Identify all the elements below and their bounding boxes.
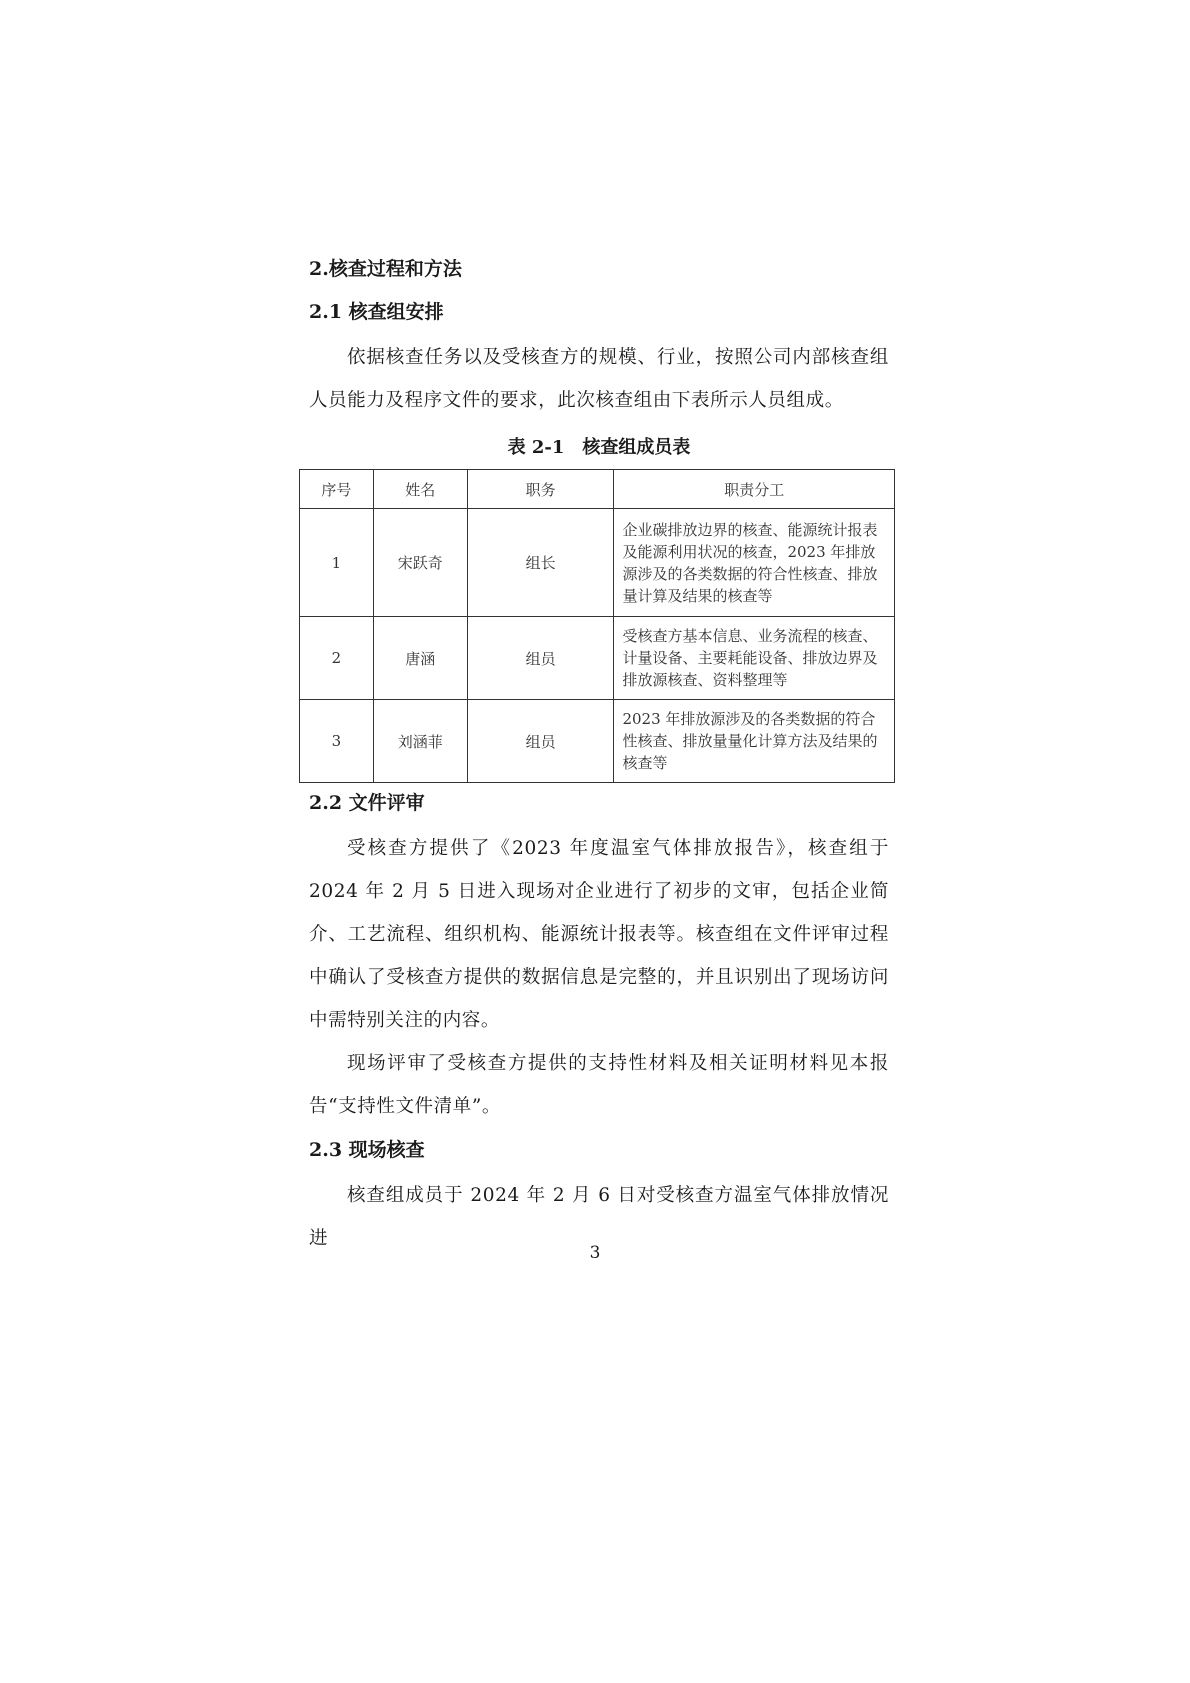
- cell-name: 宋跃奇: [373, 509, 467, 617]
- table-row: [300, 700, 895, 783]
- table-caption: 表 2-1 核查组成员表: [507, 437, 691, 458]
- header-role: 职务: [467, 470, 614, 509]
- section-2-1-paragraph: 依据核查任务以及受核查方的规模、行业，按照公司内部核查组人员能力及程序文件的要求，此次核查组由下表所示人员组成。: [309, 347, 889, 411]
- cell-no: 2: [300, 617, 374, 700]
- section-2-3-heading: 2.3 现场核查: [309, 1139, 425, 1161]
- header-name: 姓名: [373, 470, 467, 509]
- table-row: [300, 509, 895, 617]
- cell-duty: 受核查方基本信息、业务流程的核查、计量设备、主要耗能设备、排放边界及排放源核查、资料整理等: [614, 617, 895, 700]
- table-row: [300, 617, 895, 700]
- cell-no: 1: [300, 509, 374, 617]
- cell-name: 唐涵: [373, 617, 467, 700]
- cell-no: 3: [300, 700, 374, 783]
- section-2-top: [309, 255, 889, 462]
- cell-duty: 2023 年排放源涉及的各类数据的符合性核查、排放量量化计算方法及结果的核查等: [614, 700, 895, 783]
- section-2-1-heading: 2.1 核查组安排: [309, 301, 444, 323]
- section-2-2-paragraph-1: 受核查方提供了《2023 年度温室气体排放报告》，核查组于 2024 年 2 月 5 日进入现场对企业进行了初步的文审，包括企业简介、工艺流程、组织机构、能源统计报表等。核查组在文件评审过程中确认了受核查方提供的数据信息是完整的，并且识别出了现场访问中需特别关注的内容。: [309, 838, 889, 1031]
- section-2-bottom: [309, 789, 889, 1260]
- section-2-3-paragraph: 核查组成员于 2024 年 2 月 6 日对受核查方温室气体排放情况进: [309, 1185, 889, 1249]
- cell-duty: 企业碳排放边界的核查、能源统计报表及能源利用状况的核查，2023 年排放源涉及的各类数据的符合性核查、排放量计算及结果的核查等: [614, 509, 895, 617]
- section-2-2-paragraph-2: 现场评审了受核查方提供的支持性材料及相关证明材料见本报告“支持性文件清单”。: [309, 1053, 889, 1117]
- cell-role: 组长: [467, 509, 614, 617]
- page-number: 3: [589, 1243, 601, 1263]
- section-2-heading: 2.核查过程和方法: [309, 258, 462, 280]
- section-2-2-heading: 2.2 文件评审: [309, 792, 425, 814]
- table-header-row: [300, 470, 895, 509]
- header-no: 序号: [300, 470, 374, 509]
- team-table: [299, 469, 895, 783]
- cell-role: 组员: [467, 617, 614, 700]
- header-duty: 职责分工: [614, 470, 895, 509]
- cell-name: 刘涵菲: [373, 700, 467, 783]
- cell-role: 组员: [467, 700, 614, 783]
